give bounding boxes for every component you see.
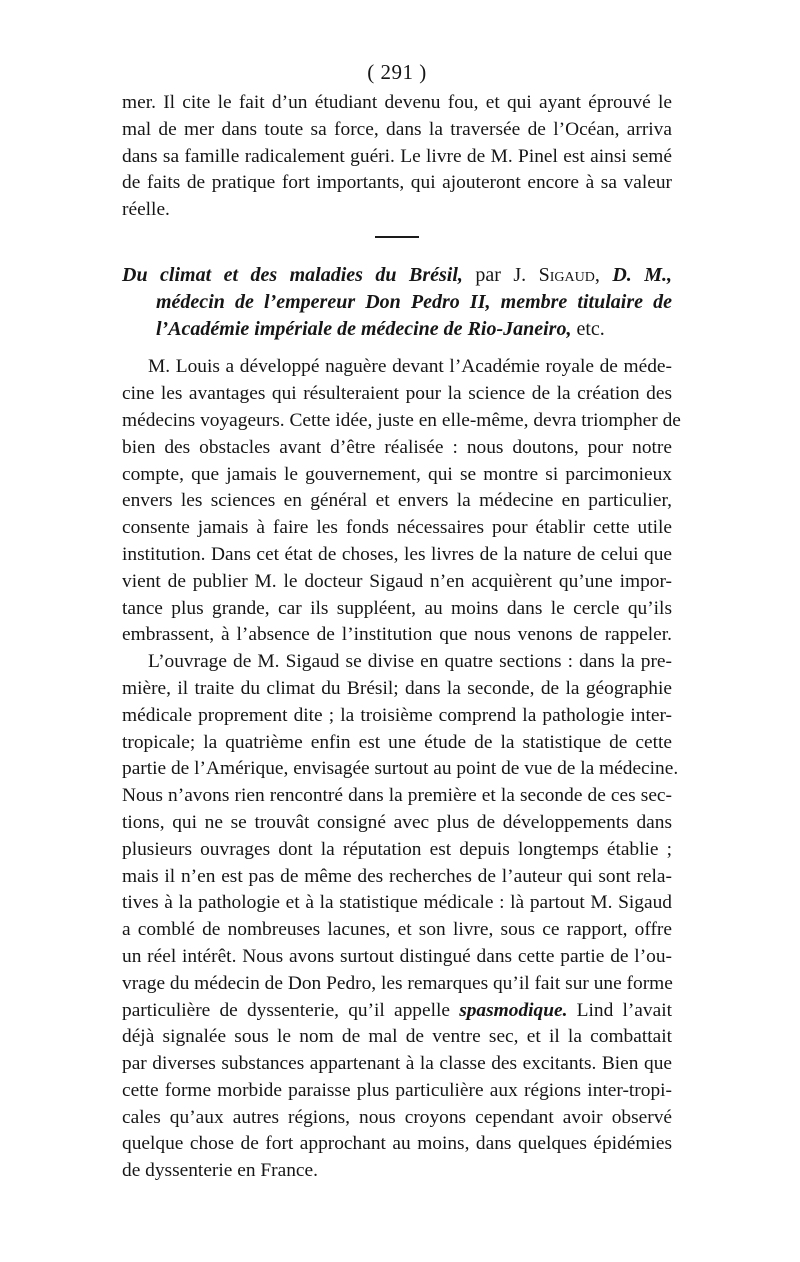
document-page bbox=[122, 58, 681, 1185]
text-line: vrage du médecin de Don Pedro, les remarques qu’il fait sur une forme bbox=[122, 972, 673, 994]
text-fragment: particulière de dyssenterie, qu’il appelle bbox=[122, 999, 450, 1021]
author-name: Sigaud, bbox=[538, 263, 600, 286]
text-line: cette forme morbide paraisse plus particulière aux régions inter-tropi- bbox=[122, 1079, 672, 1101]
text-line: institution. Dans cet état de choses, les livres de la nature de celui que bbox=[122, 543, 672, 565]
emphasized-term: spasmodique. bbox=[459, 999, 568, 1021]
text-line: tions, qui ne se trouvât consigné avec plus de développements dans bbox=[122, 811, 672, 833]
text-line: cine les avantages qui résulteraient pour la science de la création des bbox=[122, 383, 672, 405]
text-line: bien des obstacles avant d’être réalisée : nous doutons, pour notre bbox=[122, 436, 672, 458]
academy-name: l’Académie impériale de médecine de Rio-Janeiro, bbox=[156, 317, 572, 340]
text-line: tropicale; la quatrième enfin est une étude de la statistique de cette bbox=[122, 731, 672, 753]
text-line: tives à la pathologie et à la statistique médicale : là partout M. Sigaud bbox=[122, 892, 672, 914]
text-line: de faits de pratique fort importants, qui ajouteront encore à sa valeur bbox=[122, 172, 672, 194]
page-number: ( 291 ) bbox=[367, 60, 427, 84]
intro-paragraph bbox=[122, 90, 672, 224]
text-line: dans sa famille radicalement guéri. Le livre de M. Pinel est ainsi semé bbox=[122, 145, 672, 167]
text-line: par diverses substances appartenant à la classe des excitants. Bien que bbox=[122, 1053, 672, 1075]
body-paragraph-1 bbox=[122, 354, 681, 649]
text-line: compte, que jamais le gouvernement, qui se montre si parcimonieux bbox=[122, 463, 672, 485]
text-line: mais il n’en est pas de même des recherches de l’auteur qui sont rela- bbox=[122, 865, 672, 887]
heading-line bbox=[122, 262, 672, 289]
text-line: M. Louis a développé naguère devant l’Académie royale de méde- bbox=[148, 356, 672, 378]
text-line: partie de l’Amérique, envisagée surtout au point de vue de la médecine. bbox=[122, 758, 679, 780]
text-line: mière, il traite du climat du Brésil; dans la seconde, de la géographie bbox=[122, 677, 672, 699]
text-line: envers les sciences en général et envers la médecine en particulier, bbox=[122, 490, 672, 512]
text-line: Nous n’avons rien rencontré dans la première et la seconde de ces sec- bbox=[122, 785, 672, 807]
body-paragraph-2 bbox=[122, 649, 679, 1185]
text-line: mal de mer dans toute sa force, dans la traversée de l’Océan, arriva bbox=[122, 118, 672, 140]
heading-etc: etc. bbox=[576, 317, 605, 340]
text-line: L’ouvrage de M. Sigaud se divise en quatre sections : dans la pre- bbox=[148, 651, 672, 673]
review-heading bbox=[122, 262, 672, 342]
heading-by: par J. bbox=[475, 263, 527, 286]
section-divider bbox=[375, 236, 419, 238]
text-line: plusieurs ouvrages dont la réputation est depuis longtemps établie ; bbox=[122, 838, 672, 860]
text-line: tance plus grande, car ils suppléent, au moins dans le cercle qu’ils bbox=[122, 597, 672, 619]
text-line: quelque chose de fort approchant au moins, dans quelques épidémies bbox=[122, 1133, 672, 1155]
text-line: un réel intérêt. Nous avons surtout distingué dans cette partie de l’ou- bbox=[122, 945, 672, 967]
text-line: déjà signalée sous le nom de mal de ventre sec, et il la combattait bbox=[122, 1026, 672, 1048]
text-line: a comblé de nombreuses lacunes, et son livre, sous ce rapport, offre bbox=[122, 919, 672, 941]
text-line: réelle. bbox=[122, 199, 170, 221]
text-fragment: Lind l’avait bbox=[576, 999, 672, 1021]
text-line: médecins voyageurs. Cette idée, juste en elle-même, devra triompher de bbox=[122, 409, 681, 431]
text-line: mer. Il cite le fait d’un étudiant devenu fou, et qui ayant éprouvé le bbox=[122, 92, 672, 113]
text-line: médicale proprement dite ; la troisième comprend la pathologie inter- bbox=[122, 704, 672, 726]
text-line: consente jamais à faire les fonds nécessaires pour établir cette utile bbox=[122, 517, 672, 539]
text-line: cales qu’aux autres régions, nous croyons cependant avoir observé bbox=[122, 1106, 672, 1128]
book-title: Du climat et des maladies du Brésil, bbox=[122, 263, 463, 286]
text-line bbox=[122, 998, 672, 1025]
author-degree: D. M., bbox=[612, 263, 673, 286]
heading-line bbox=[122, 316, 672, 343]
author-title: médecin de l’empereur Don Pedro II, membre titulaire de bbox=[156, 290, 672, 313]
heading-line bbox=[122, 289, 672, 316]
text-line: de dyssenterie en France. bbox=[122, 1160, 318, 1182]
text-line: vient de publier M. le docteur Sigaud n’en acquièrent qu’une impor- bbox=[122, 570, 672, 592]
text-line: embrassent, à l’absence de l’institution que nous venons de rappeler. bbox=[122, 624, 672, 646]
